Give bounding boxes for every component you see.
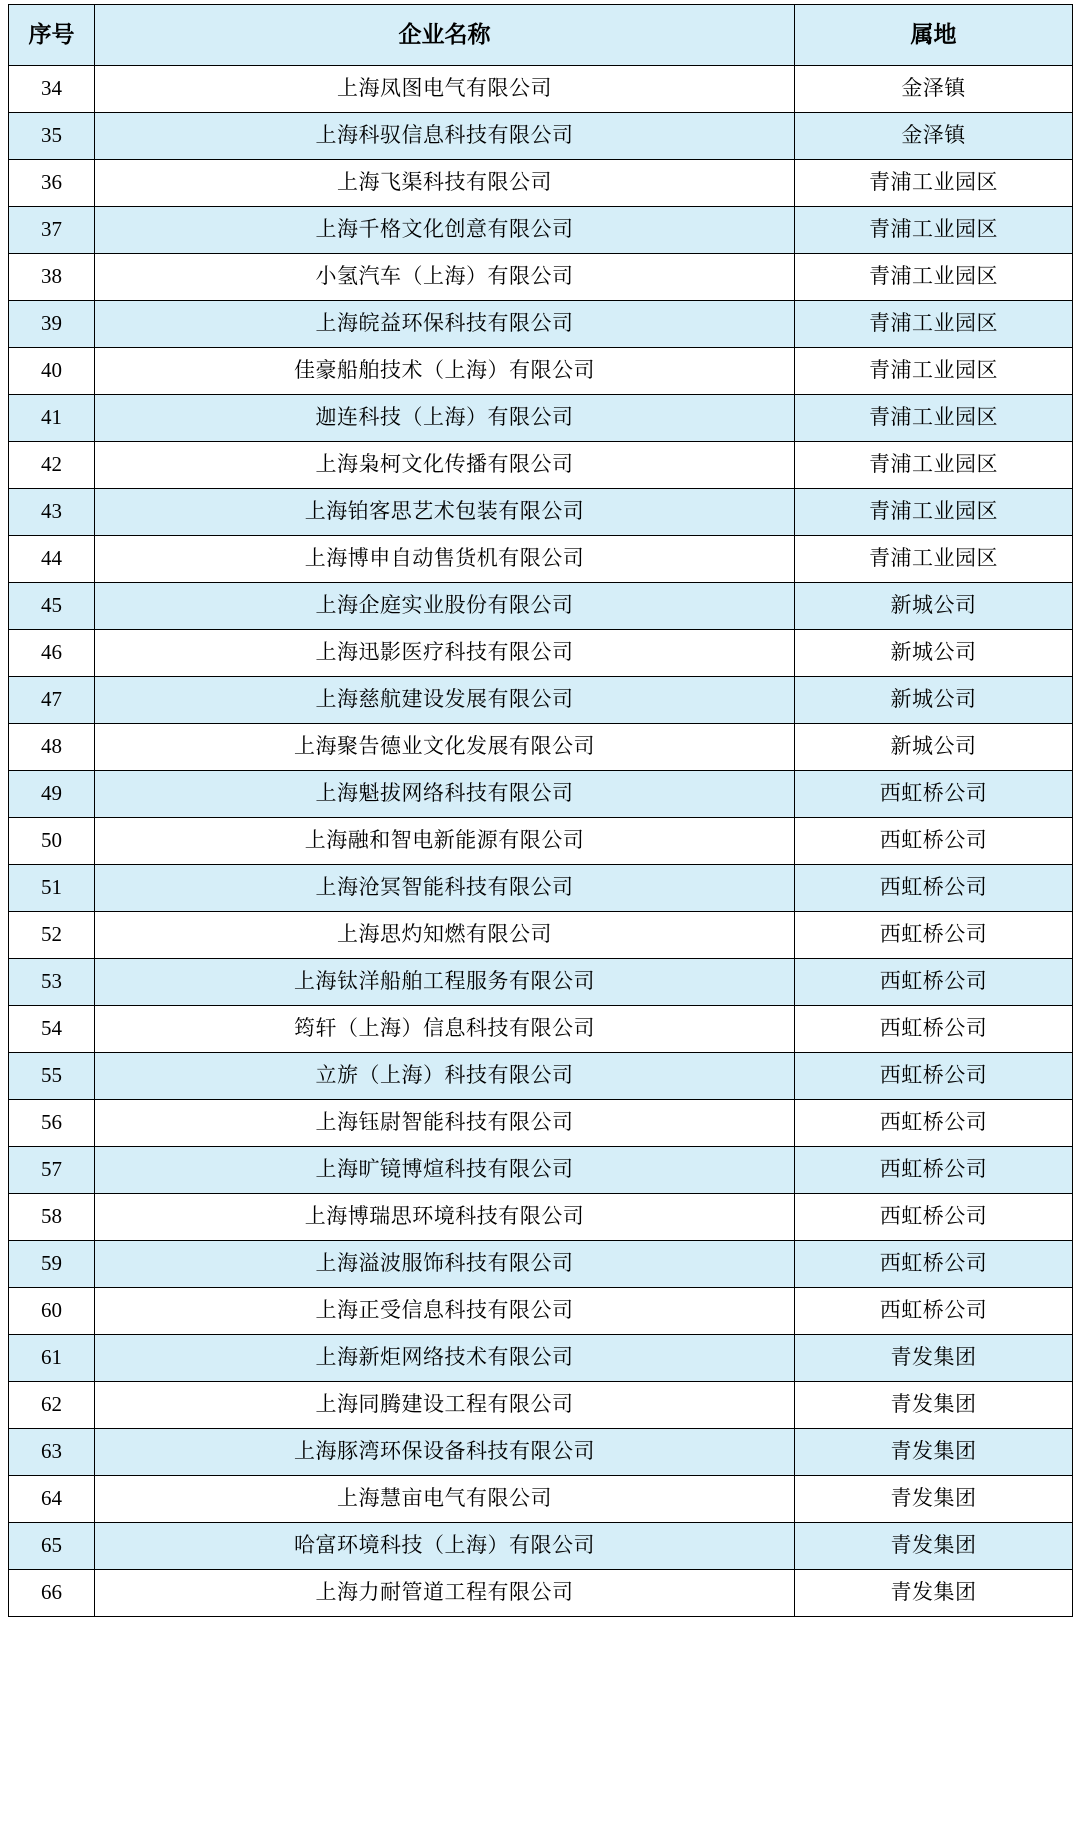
cell-index: 53 — [9, 959, 95, 1006]
cell-enterprise-name: 上海钛洋船舶工程服务有限公司 — [95, 959, 795, 1006]
table-row — [9, 348, 1073, 395]
cell-enterprise-name: 上海魁拔网络科技有限公司 — [95, 771, 795, 818]
cell-index: 62 — [9, 1382, 95, 1429]
cell-area: 青浦工业园区 — [795, 207, 1073, 254]
cell-area: 青发集团 — [795, 1429, 1073, 1476]
table-row — [9, 536, 1073, 583]
cell-index: 34 — [9, 66, 95, 113]
cell-index: 37 — [9, 207, 95, 254]
cell-area: 新城公司 — [795, 583, 1073, 630]
cell-enterprise-name: 迦连科技（上海）有限公司 — [95, 395, 795, 442]
cell-index: 38 — [9, 254, 95, 301]
cell-enterprise-name: 上海企庭实业股份有限公司 — [95, 583, 795, 630]
cell-area: 西虹桥公司 — [795, 1006, 1073, 1053]
table-row — [9, 301, 1073, 348]
cell-enterprise-name: 上海枭柯文化传播有限公司 — [95, 442, 795, 489]
cell-enterprise-name: 哈富环境科技（上海）有限公司 — [95, 1523, 795, 1570]
table-row — [9, 771, 1073, 818]
cell-area: 西虹桥公司 — [795, 1288, 1073, 1335]
table-row — [9, 1288, 1073, 1335]
cell-enterprise-name: 上海正受信息科技有限公司 — [95, 1288, 795, 1335]
cell-area: 新城公司 — [795, 630, 1073, 677]
table-row — [9, 489, 1073, 536]
cell-enterprise-name: 立旂（上海）科技有限公司 — [95, 1053, 795, 1100]
cell-enterprise-name: 上海铂客思艺术包装有限公司 — [95, 489, 795, 536]
table-row — [9, 677, 1073, 724]
table-row — [9, 959, 1073, 1006]
cell-enterprise-name: 上海皖益环保科技有限公司 — [95, 301, 795, 348]
cell-enterprise-name: 上海博瑞思环境科技有限公司 — [95, 1194, 795, 1241]
cell-index: 48 — [9, 724, 95, 771]
cell-area: 西虹桥公司 — [795, 818, 1073, 865]
cell-enterprise-name: 上海旷镜博煊科技有限公司 — [95, 1147, 795, 1194]
cell-area: 青发集团 — [795, 1382, 1073, 1429]
cell-index: 56 — [9, 1100, 95, 1147]
cell-area: 新城公司 — [795, 724, 1073, 771]
cell-area: 青浦工业园区 — [795, 301, 1073, 348]
table-row — [9, 1006, 1073, 1053]
table-row — [9, 254, 1073, 301]
cell-index: 54 — [9, 1006, 95, 1053]
cell-area: 青浦工业园区 — [795, 536, 1073, 583]
cell-enterprise-name: 上海沧冥智能科技有限公司 — [95, 865, 795, 912]
cell-area: 西虹桥公司 — [795, 1147, 1073, 1194]
cell-index: 59 — [9, 1241, 95, 1288]
cell-enterprise-name: 上海千格文化创意有限公司 — [95, 207, 795, 254]
cell-area: 金泽镇 — [795, 113, 1073, 160]
cell-area: 青浦工业园区 — [795, 348, 1073, 395]
cell-area: 青浦工业园区 — [795, 254, 1073, 301]
cell-index: 57 — [9, 1147, 95, 1194]
cell-enterprise-name: 上海豚湾环保设备科技有限公司 — [95, 1429, 795, 1476]
table-header — [9, 5, 1073, 66]
table-row — [9, 160, 1073, 207]
cell-enterprise-name: 上海科驭信息科技有限公司 — [95, 113, 795, 160]
table-row — [9, 1100, 1073, 1147]
cell-index: 64 — [9, 1476, 95, 1523]
table-row — [9, 395, 1073, 442]
cell-index: 49 — [9, 771, 95, 818]
cell-area: 西虹桥公司 — [795, 959, 1073, 1006]
table-row — [9, 1523, 1073, 1570]
cell-index: 66 — [9, 1570, 95, 1617]
column-header-area: 属地 — [795, 5, 1073, 66]
table-row — [9, 1476, 1073, 1523]
cell-area: 青浦工业园区 — [795, 160, 1073, 207]
cell-index: 50 — [9, 818, 95, 865]
cell-enterprise-name: 上海融和智电新能源有限公司 — [95, 818, 795, 865]
cell-enterprise-name: 上海新炬网络技术有限公司 — [95, 1335, 795, 1382]
table-header-row — [9, 5, 1073, 66]
cell-index: 45 — [9, 583, 95, 630]
cell-area: 青浦工业园区 — [795, 442, 1073, 489]
cell-area: 西虹桥公司 — [795, 771, 1073, 818]
cell-area: 青发集团 — [795, 1476, 1073, 1523]
table-row — [9, 1194, 1073, 1241]
cell-area: 青浦工业园区 — [795, 395, 1073, 442]
table-row — [9, 865, 1073, 912]
table-row — [9, 1382, 1073, 1429]
cell-enterprise-name: 上海同腾建设工程有限公司 — [95, 1382, 795, 1429]
cell-index: 47 — [9, 677, 95, 724]
cell-index: 55 — [9, 1053, 95, 1100]
cell-area: 青发集团 — [795, 1335, 1073, 1382]
table-row — [9, 113, 1073, 160]
cell-enterprise-name: 小氢汽车（上海）有限公司 — [95, 254, 795, 301]
table-row — [9, 207, 1073, 254]
cell-enterprise-name: 上海溢波服饰科技有限公司 — [95, 1241, 795, 1288]
cell-area: 青发集团 — [795, 1570, 1073, 1617]
table-row — [9, 1570, 1073, 1617]
cell-enterprise-name: 上海慧亩电气有限公司 — [95, 1476, 795, 1523]
table-row — [9, 66, 1073, 113]
cell-index: 41 — [9, 395, 95, 442]
cell-index: 35 — [9, 113, 95, 160]
table-row — [9, 912, 1073, 959]
cell-enterprise-name: 筠轩（上海）信息科技有限公司 — [95, 1006, 795, 1053]
cell-index: 39 — [9, 301, 95, 348]
cell-index: 51 — [9, 865, 95, 912]
cell-index: 61 — [9, 1335, 95, 1382]
column-header-index: 序号 — [9, 5, 95, 66]
table-row — [9, 724, 1073, 771]
column-header-name: 企业名称 — [95, 5, 795, 66]
cell-enterprise-name: 上海凤图电气有限公司 — [95, 66, 795, 113]
cell-enterprise-name: 上海博申自动售货机有限公司 — [95, 536, 795, 583]
cell-area: 金泽镇 — [795, 66, 1073, 113]
table-row — [9, 442, 1073, 489]
cell-index: 65 — [9, 1523, 95, 1570]
cell-index: 40 — [9, 348, 95, 395]
cell-area: 西虹桥公司 — [795, 1100, 1073, 1147]
cell-enterprise-name: 上海思灼知燃有限公司 — [95, 912, 795, 959]
table-row — [9, 1429, 1073, 1476]
cell-area: 西虹桥公司 — [795, 912, 1073, 959]
cell-index: 52 — [9, 912, 95, 959]
cell-enterprise-name: 上海飞渠科技有限公司 — [95, 160, 795, 207]
cell-area: 青发集团 — [795, 1523, 1073, 1570]
cell-enterprise-name: 佳豪船舶技术（上海）有限公司 — [95, 348, 795, 395]
cell-index: 58 — [9, 1194, 95, 1241]
table-row — [9, 630, 1073, 677]
table-body — [9, 66, 1073, 1617]
enterprise-table — [8, 4, 1073, 1617]
table-row — [9, 1241, 1073, 1288]
cell-index: 63 — [9, 1429, 95, 1476]
cell-enterprise-name: 上海慈航建设发展有限公司 — [95, 677, 795, 724]
cell-area: 青浦工业园区 — [795, 489, 1073, 536]
cell-index: 46 — [9, 630, 95, 677]
table-row — [9, 818, 1073, 865]
cell-index: 36 — [9, 160, 95, 207]
cell-area: 新城公司 — [795, 677, 1073, 724]
cell-enterprise-name: 上海迅影医疗科技有限公司 — [95, 630, 795, 677]
cell-area: 西虹桥公司 — [795, 1241, 1073, 1288]
cell-index: 42 — [9, 442, 95, 489]
cell-enterprise-name: 上海聚告德业文化发展有限公司 — [95, 724, 795, 771]
cell-index: 44 — [9, 536, 95, 583]
cell-index: 60 — [9, 1288, 95, 1335]
cell-area: 西虹桥公司 — [795, 865, 1073, 912]
cell-index: 43 — [9, 489, 95, 536]
cell-area: 西虹桥公司 — [795, 1194, 1073, 1241]
table-row — [9, 583, 1073, 630]
table-row — [9, 1335, 1073, 1382]
cell-enterprise-name: 上海钰尉智能科技有限公司 — [95, 1100, 795, 1147]
cell-area: 西虹桥公司 — [795, 1053, 1073, 1100]
table-row — [9, 1053, 1073, 1100]
cell-enterprise-name: 上海力耐管道工程有限公司 — [95, 1570, 795, 1617]
table-row — [9, 1147, 1073, 1194]
